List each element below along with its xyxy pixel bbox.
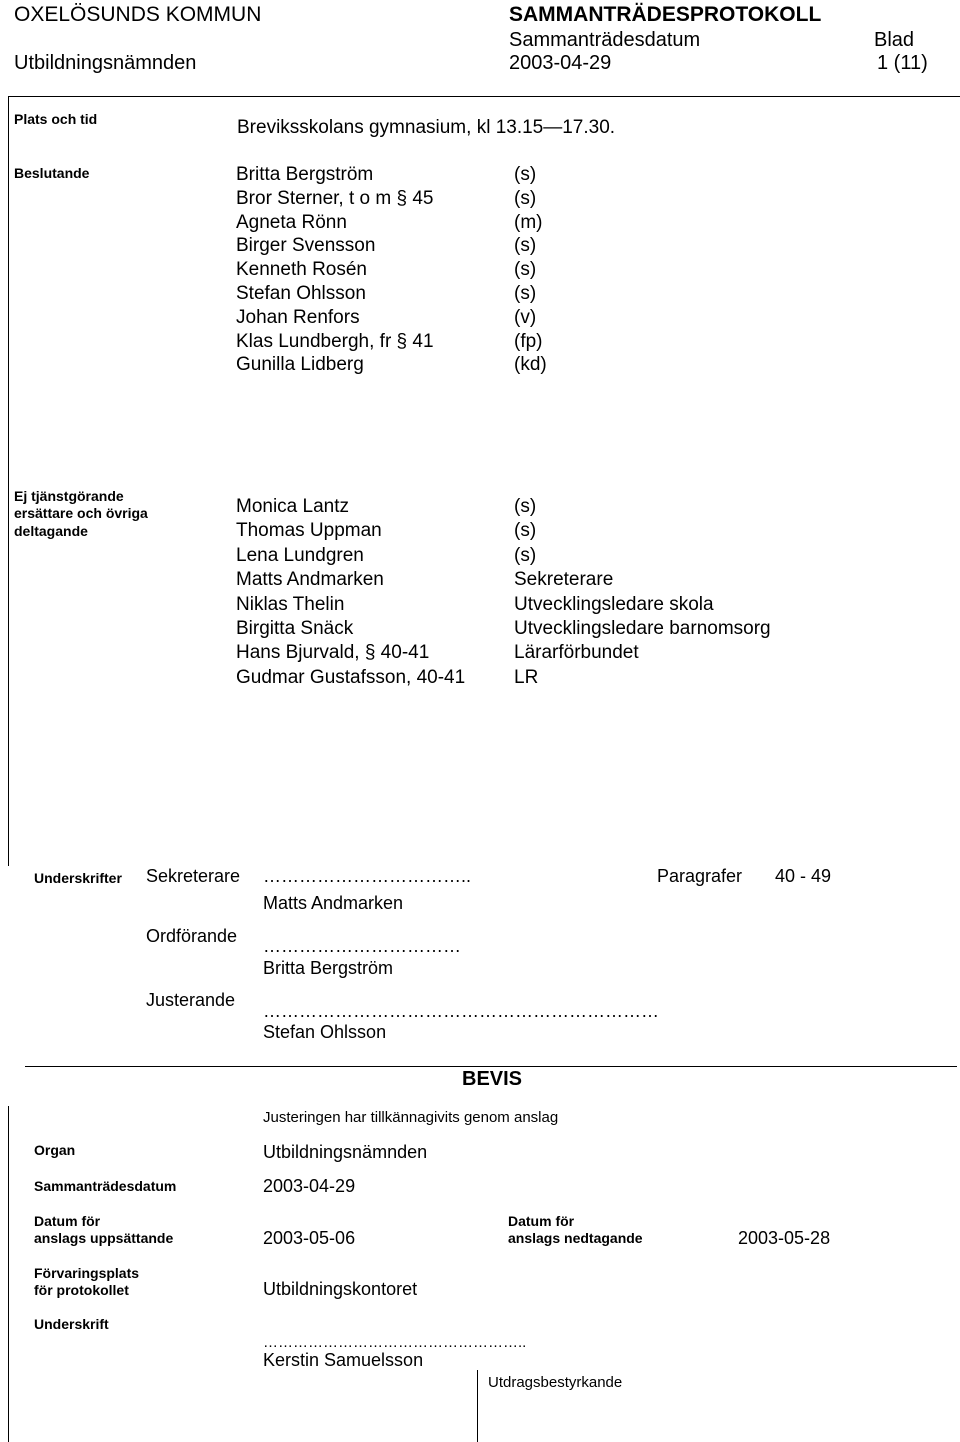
- adjuster-label: Justerande: [146, 990, 236, 1010]
- storage-label-2: för protokollet: [34, 1282, 129, 1298]
- list-item: Thomas Uppman (s): [236, 520, 537, 542]
- municipality-name: OXELÖSUNDS KOMMUN: [14, 3, 262, 26]
- chair-signature-line: ……………………………: [263, 936, 461, 956]
- list-item: Hans Bjurvald, § 40-41 Lärarförbundet: [236, 642, 639, 664]
- posted-label-1: Datum för: [34, 1213, 101, 1229]
- paragraphs-value: 40 - 49: [775, 866, 832, 886]
- left-border-top: [8, 96, 9, 866]
- others-label-2: ersättare och övriga: [14, 505, 148, 521]
- bevis-date-label: Sammanträdesdatum: [34, 1178, 177, 1194]
- list-item: Stefan Ohlsson (s): [236, 282, 537, 304]
- others-label-3: deltagande: [14, 523, 88, 539]
- others-label-1: Ej tjänstgörande: [14, 488, 124, 504]
- list-item: Bror Sterner, t o m § 45 (s): [236, 187, 537, 209]
- list-item: Kenneth Rosén (s): [236, 259, 537, 281]
- list-item: Klas Lundbergh, fr § 41 (fp): [236, 330, 543, 352]
- secretary-name: Matts Andmarken: [263, 893, 404, 913]
- adjuster-name: Stefan Ohlsson: [263, 1022, 387, 1042]
- removed-label-1: Datum för: [508, 1213, 575, 1229]
- removed-label-2: anslags nedtagande: [508, 1230, 643, 1246]
- place-time-label: Plats och tid: [14, 111, 98, 127]
- certifier-label: Utdragsbestyrkande: [488, 1374, 623, 1391]
- adjuster-signature-line: …………………………………………………………: [263, 1001, 659, 1021]
- bevis-subtitle: Justeringen har tillkännagivits genom anslag: [263, 1109, 559, 1126]
- storage-value: Utbildningskontoret: [263, 1279, 418, 1299]
- list-item: Gunilla Lidberg (kd): [236, 354, 547, 376]
- organ-value: Utbildningsnämnden: [263, 1142, 428, 1162]
- list-item: Gudmar Gustafsson, 40-41 LR: [236, 666, 539, 688]
- bevis-signature-line: ……………………………………………..: [263, 1334, 527, 1351]
- chair-name: Britta Bergström: [263, 958, 394, 978]
- list-item: Monica Lantz (s): [236, 496, 537, 517]
- bevis-date-value: 2003-04-29: [263, 1176, 356, 1196]
- place-time-value: Breviksskolans gymnasium, kl 13.15—17.30.: [237, 117, 616, 138]
- secretary-signature-line: ……………………………..: [263, 866, 472, 886]
- list-item: Britta Bergström (s): [236, 164, 537, 185]
- committee-name: Utbildningsnämnden: [14, 52, 197, 74]
- list-item: Birgitta Snäck Utvecklingsledare barnomsorg: [236, 617, 771, 639]
- storage-label-1: Förvaringsplats: [34, 1265, 140, 1281]
- list-item: Niklas Thelin Utvecklingsledare skola: [236, 593, 714, 615]
- list-item: Johan Renfors (v): [236, 306, 537, 328]
- posted-label-2: anslags uppsättande: [34, 1230, 174, 1246]
- deciding-list: [236, 164, 636, 378]
- left-border-bottom: [8, 1106, 9, 1442]
- chair-label: Ordförande: [146, 926, 238, 946]
- header-divider: [8, 96, 960, 97]
- bevis-divider: [25, 1066, 957, 1067]
- list-item: Birger Svensson (s): [236, 235, 537, 257]
- certifier-divider: [477, 1370, 478, 1442]
- sheet-number: 1 (11): [877, 52, 928, 74]
- posted-value: 2003-05-06: [263, 1228, 356, 1248]
- signatures-label: Underskrifter: [34, 870, 122, 886]
- signature-label: Underskrift: [34, 1316, 109, 1332]
- removed-value: 2003-05-28: [738, 1228, 831, 1248]
- list-item: Matts Andmarken Sekreterare: [236, 569, 614, 591]
- secretary-label: Sekreterare: [146, 866, 241, 886]
- organ-label: Organ: [34, 1142, 76, 1158]
- document-type: SAMMANTRÄDESPROTOKOLL: [509, 3, 822, 26]
- deciding-label: Beslutande: [14, 165, 90, 181]
- list-item: Agneta Rönn (m): [236, 211, 543, 233]
- meeting-date: 2003-04-29: [509, 52, 612, 74]
- paragraphs-label: Paragrafer: [657, 866, 743, 886]
- bevis-title: BEVIS: [462, 1068, 523, 1090]
- bevis-signature-name: Kerstin Samuelsson: [263, 1350, 424, 1370]
- sheet-label: Blad: [874, 29, 915, 51]
- others-list: [236, 496, 836, 691]
- list-item: Lena Lundgren (s): [236, 544, 537, 566]
- meeting-date-label: Sammanträdesdatum: [509, 29, 701, 51]
